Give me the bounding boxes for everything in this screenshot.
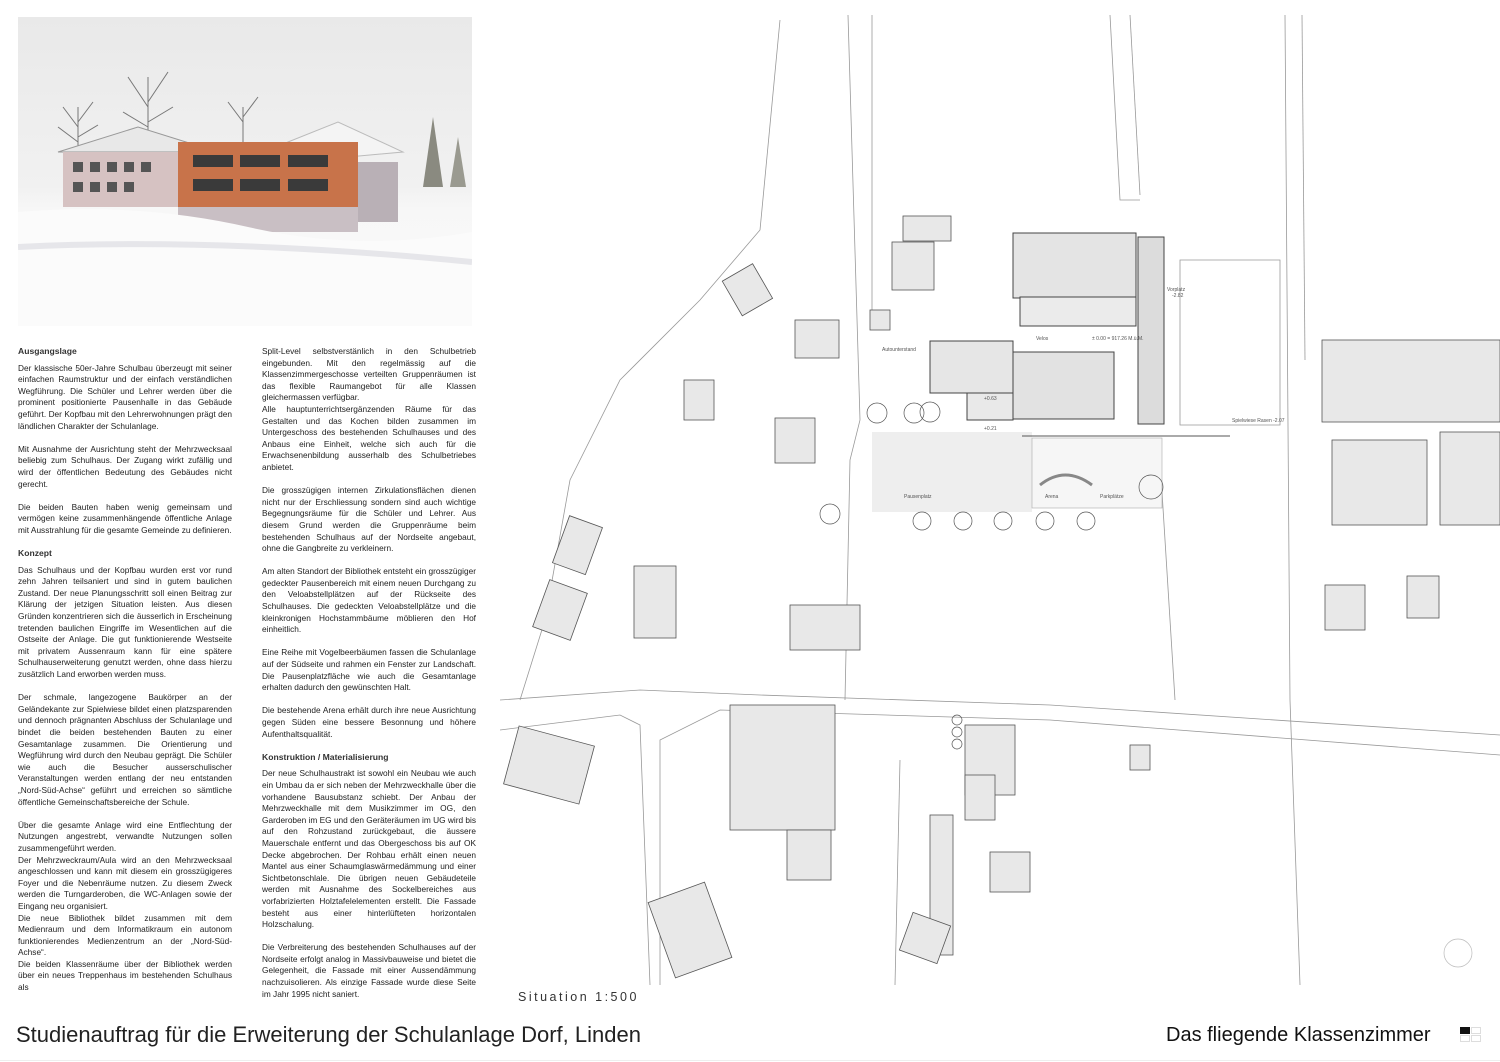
paragraph: Die Verbreiterung des bestehenden Schulhauses auf der Nordseite erfolgt analog in Massivbauweise und bietet die Gelegenheit, die Fassade mit einer Aussendämmung nachzuisolieren. Als einzige Fassade wurde diese Seite im Jahr 1995 nicht saniert. xyxy=(262,942,476,999)
paragraph: Am alten Standort der Bibliothek entsteht ein grosszügiger gedeckter Pausenbereich mit einem neuen Durchgang zu den Veloabstellplätzen auf der Rückseite des Schulhauses. Die gedeckten Veloabstellplätze und die kleinkronigen Hochstammbäume möblieren den Hof einheitlich. xyxy=(262,566,476,635)
label-level-b: +0.21 xyxy=(984,426,997,432)
label-datum: ± 0.00 = 917.26 M.ü.M. xyxy=(1092,336,1144,342)
school-buildings xyxy=(930,233,1164,424)
paragraph: Die grosszügigen internen Zirkulationsflächen dienen nicht nur der Erschliessung sondern sind auch wichtige Begegnungsräume für die Schüler und Lehrer. Aus diesem Grund werden die Gruppenräume beim bestehenden Schulhaus auf der Nordseite angebaut, ohne die Gangbreite zu verkleinern. xyxy=(262,485,476,554)
label-vorplatz: Vorplatz xyxy=(1167,287,1186,293)
paragraph: Mit Ausnahme der Ausrichtung steht der Mehrzwecksaal beliebig zum Schulhaus. Der Zugang wirkt zufällig und wird der öffentlichen Bedeutung des Gebäudes nicht gerecht. xyxy=(18,443,232,489)
label-autounterstand: Autounterstand xyxy=(882,347,916,353)
label-parkplaetze: Parkplätze xyxy=(1100,494,1124,500)
paragraph: Alle hauptunterrichtsergänzenden Räume für das Gestalten und das Kochen bilden zusammen im Untergeschoss des bestehenden Schulhauses und des Anbaus eine Einheit, welche sich auch für die Erwachsenenbildung ausserhalb des Schulbetriebes anbietet. xyxy=(262,403,476,472)
text-column-1 xyxy=(18,346,232,994)
plan-caption: Situation 1:500 xyxy=(518,990,639,1004)
paragraph: Die neue Bibliothek bildet zusammen mit dem Medienraum und dem Informatikraum ein autonom funktionierendes Medienzentrum an der „Nord-Süd-Achse“. xyxy=(18,912,232,958)
paragraph: Die bestehende Arena erhält durch ihre neue Ausrichtung gegen Süden eine bessere Besonnung und höhere Aufenthaltsqualität. xyxy=(262,705,476,739)
label-level-a: +0.63 xyxy=(984,396,997,402)
paragraph: Über die gesamte Anlage wird eine Entflechtung der Nutzungen angestrebt, verwandte Nutzungen sollen zusammengeführt werden. xyxy=(18,819,232,853)
logo-icon xyxy=(1460,1027,1482,1043)
site-plan xyxy=(500,0,1500,985)
rendering-photo xyxy=(18,17,472,326)
paragraph: Split-Level selbstverstänlich in den Schulbetrieb eingebunden. Mit den regelmässig auf die Klassenzimmergeschosse verteilten Gruppenräumen ist das flexible Raumangebot für alle Klassen gleichermassen verfügbar. xyxy=(262,346,476,403)
label-pausenplatz: Pausenplatz xyxy=(904,494,932,500)
paragraph: Die beiden Bauten haben wenig gemeinsam und vermögen keine zusammenhängende öffentliche Anlage mit Ausstrahlung für die gesamte Gemeinde zu definieren. xyxy=(18,501,232,535)
label-spielwiese: Spielwiese Rasen -2.07 xyxy=(1232,418,1285,424)
paragraph: Der schmale, langezogene Baukörper an der Geländekante zur Spielwiese bildet einen platzsparenden und dennoch prägnanten Abschluss der Schulanlage und bindet die beiden bestehenden Bauten zu einer Gesamtanlage zusammen. Die Orientierung und Wegführung wird durch den Neubau geprägt. Die Schüler wie auch die Besucher ausserschulischer Veranstaltungen werden entlang der neu entstanden „Nord-Süd-Achse“ geführt und erreichen so sämtliche öffentliche Gemeinschaftsbereiche der Schule. xyxy=(18,692,232,807)
text-column-2 xyxy=(262,346,476,1012)
paragraph: Der Mehrzweckraum/Aula wird an den Mehrzwecksaal angeschlossen und kann mit diesem ein grosszügigeres Foyer und die Nebenräume nutzen. Zu diesem Zweck werden die Turngarderoben, die WC-Anlagen sowie der Eingang neu organisiert. xyxy=(18,854,232,911)
page-title: Studienauftrag für die Erweiterung der Schulanlage Dorf, Linden xyxy=(16,1022,641,1047)
project-name: Das fliegende Klassenzimmer xyxy=(1166,1024,1431,1046)
paragraph: Das Schulhaus und der Kopfbau wurden erst vor rund zehn Jahren teilsaniert und sind in gutem baulichen Zustand. Der neue Planungsschritt soll einen Beitrag zur Klärung der jetzigen Situation leisten. Aus diesen Gründen konzentrieren sich die äusserlich in Erscheinung tretenden baulichen Eingriffe im Wesentlichen auf die Ostseite der Anlage. Die gut funktionierende Westseite mit privatem Aussenraum kann für eine spätere Schulhauserweiterung genutzt werden, ohne dass hierzu zusätzlich Land erworben werden muss. xyxy=(18,564,232,680)
heading-konzept: Konzept xyxy=(18,548,52,559)
heading-ausgangslage: Ausgangslage xyxy=(18,346,77,356)
paragraph: Der klassische 50er-Jahre Schulbau überzeugt mit seiner einfachen Raumstruktur und der einfach verständlichen Wegführung. Die Schüler und Lehrer werden über die prominent positionierte Pausenhalle in das Gebäude geführt. Der Kopfbau mit den Lehrerwohnungen prägt den ländlichen Charakter der Schulanlage. xyxy=(18,362,232,431)
label-vorplatz-level: -2.82 xyxy=(1172,293,1184,299)
label-arena: Arena xyxy=(1045,494,1059,500)
paragraph: Der neue Schulhaustrakt ist sowohl ein Neubau wie auch ein Umbau da er sich neben der Mehrzweckhalle über die vorhandene Bausubstanz schiebt. Der Anbau der Mehrzweckhalle mit dem Musikzimmer im OG, den Garderoben im EG und den Geräteräumen im UG wird bis auf den Rohzustand zurückgebaut, die äussere Mauerschale entfernt und das Obergeschoss bis auf OK Decke abgebrochen. Der Rohbau erhält einen neuen Mantel aus einer Schaumglaswärmedämmung und einer Sichtbetonschlale. Die übrigen neuen Gebäudeteile werden mit Ausnahme des Sockelbereiches aus vorfabrizierten Holztafelelementen erstellt. Die Fassade besteht aus einer hinterlüfteten horizontalen Holzschalung. xyxy=(262,768,476,930)
neighbour-houses xyxy=(504,216,1500,978)
paragraph: Eine Reihe mit Vogelbeerbäumen fassen die Schulanlage auf der Südseite und rahmen ein Fenster zur Landschaft. Die Pausenplatzfläche wie auch die Gesamtanlage erhalten dadurch den gewünschten Halt. xyxy=(262,647,476,693)
paragraph: Die beiden Klassenräume über der Bibliothek werden über ein neues Treppenhaus im bestehenden Schulhaus als xyxy=(18,958,232,993)
bottom-divider xyxy=(0,1060,1500,1061)
label-velos: Velos xyxy=(1036,336,1049,342)
pausenplatz-area xyxy=(872,432,1032,512)
school-rendering xyxy=(18,17,472,326)
heading-konstruktion: Konstruktion / Materialisierung xyxy=(262,751,389,762)
